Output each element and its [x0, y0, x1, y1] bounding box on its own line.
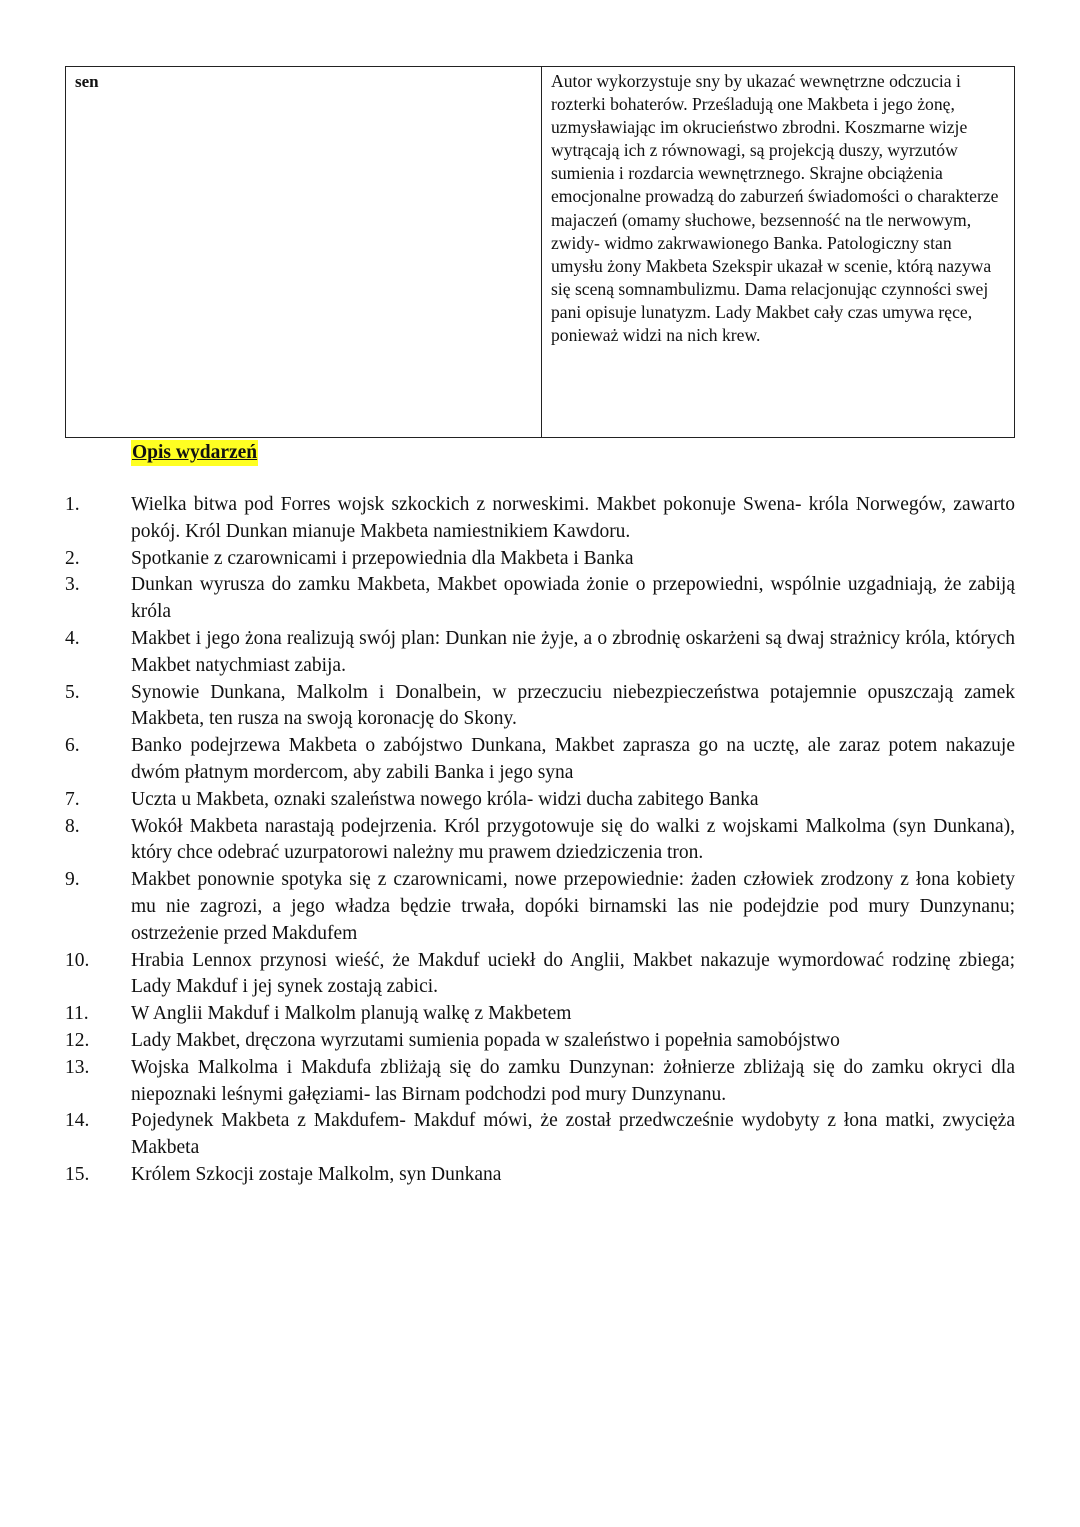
list-text: Makbet ponownie spotyka się z czarownicami, nowe przepowiednie: żaden człowiek zrodzony z łona kobiety mu nie zagrozi, a jego władza będzie trwała, dopóki birnamski las nie podejdzie pod mury Dunzynanu; ostrzeżenie przed Makdufem — [131, 869, 1015, 944]
list-item — [65, 948, 1015, 1002]
list-item — [65, 787, 1015, 814]
list-number: 9. — [65, 869, 80, 891]
list-text: Królem Szkocji zostaje Malkolm, syn Dunkana — [131, 1163, 502, 1185]
list-item — [65, 680, 1015, 734]
list-item — [65, 1162, 1015, 1189]
list-text: Wokół Makbeta narastają podejrzenia. Król przygotowuje się do walki z wojskami Malkolma (syn Dunkana), który chce odebrać uzurpatorowi należny mu prawem dziedziczenia tron. — [131, 815, 1015, 864]
list-text: Wojska Malkolma i Makdufa zbliżają się do zamku Dunzynan: żołnierze zbliżają się do zamku okryci dla niepoznaki leśnymi gałęziami- las Birnam podchodzi pod mury Dunzynanu. — [131, 1056, 1015, 1105]
list-number: 7. — [65, 788, 80, 810]
section-heading: Opis wydarzeń — [131, 440, 258, 466]
list-item — [65, 1055, 1015, 1109]
motif-table — [65, 66, 1015, 438]
list-text: Pojedynek Makbeta z Makdufem- Makduf mówi, że został przedwcześnie wydobyty z łona matki, zwycięża Makbeta — [131, 1110, 1015, 1159]
list-item — [65, 546, 1015, 573]
events-list — [65, 492, 1015, 1189]
list-number: 1. — [65, 494, 80, 515]
list-text: Synowie Dunkana, Malkolm i Donalbein, w przeczuciu niebezpieczeństwa potajemnie opuszczają zamek Makbeta, ten rusza na swoją koronację do Skony. — [131, 681, 1015, 730]
list-number: 5. — [65, 681, 80, 703]
list-text: Wielka bitwa pod Forres wojsk szkockich z norweskimi. Makbet pokonuje Swena- króla Norwegów, zawarto pokój. Król Dunkan mianuje Makbeta namiestnikiem Kawdoru. — [131, 494, 1015, 542]
description-cell: Autor wykorzystuje sny by ukazać wewnętrzne odczucia i rozterki bohaterów. Prześladują one Makbeta i jego żonę, uzmysławiając im okrucieństwo zbrodni. Koszmarne wizje wytrącają ich z równowagi, są projekcją duszy, wyrzutów sumienia i rozdarcia wewnętrznego. Skrajne obciążenia emocjonalne prowadzą do zaburzeń świadomości o charakterze majaczeń (omamy słuchowe, bezsenność na tle nerwowym, zwidy- widmo zakrwawionego Banka. Patologiczny stan umysłu żony Makbeta Szekspir ukazał w scenie, którą nazywa się sceną somnambulizmu. Dama relacjonując czynności swej pani opisuje lunatyzm. Lady Makbet cały czas umywa ręce, ponieważ widzi na nich krew. — [542, 67, 1015, 438]
list-text: Makbet i jego żona realizują swój plan: Dunkan nie żyje, a o zbrodnię oskarżeni są dwaj strażnicy króla, których Makbet natychmiast zabija. — [131, 627, 1015, 676]
term-cell: sen — [66, 67, 542, 438]
list-text: W Anglii Makduf i Malkolm planują walkę z Makbetem — [131, 1003, 572, 1025]
list-number: 6. — [65, 735, 80, 757]
list-item — [65, 1028, 1015, 1055]
list-number: 12. — [65, 1029, 90, 1051]
list-text: Spotkanie z czarownicami i przepowiednia dla Makbeta i Banka — [131, 547, 634, 569]
list-number: 15. — [65, 1163, 90, 1185]
list-text: Dunkan wyrusza do zamku Makbeta, Makbet opowiada żonie o przepowiedni, wspólnie uzgadniają, że zabiją króla — [131, 574, 1015, 623]
list-number: 2. — [65, 547, 80, 569]
list-number: 11. — [65, 1003, 89, 1025]
list-item — [65, 1001, 1015, 1028]
list-item — [65, 572, 1015, 626]
list-item — [65, 814, 1015, 868]
list-item — [65, 1108, 1015, 1162]
list-number: 10. — [65, 949, 90, 971]
list-number: 13. — [65, 1056, 90, 1078]
list-number: 8. — [65, 815, 80, 837]
list-text: Banko podejrzewa Makbeta o zabójstwo Dunkana, Makbet zaprasza go na ucztę, ale zaraz potem nakazuje dwóm płatnym mordercom, aby zabili Banka i jego syna — [131, 735, 1015, 783]
list-item — [65, 492, 1015, 546]
list-item — [65, 867, 1015, 947]
list-number: 14. — [65, 1110, 90, 1132]
list-number: 3. — [65, 574, 80, 596]
list-text: Lady Makbet, dręczona wyrzutami sumienia popada w szaleństwo i popełnia samobójstwo — [131, 1029, 840, 1051]
list-number: 4. — [65, 627, 80, 649]
table-row — [66, 67, 1015, 438]
list-item — [65, 733, 1015, 787]
list-text: Uczta u Makbeta, oznaki szaleństwa nowego króla- widzi ducha zabitego Banka — [131, 788, 759, 810]
list-item — [65, 626, 1015, 680]
list-text: Hrabia Lennox przynosi wieść, że Makduf uciekł do Anglii, Makbet nakazuje wymordować rodzinę zbiega; Lady Makduf i jej synek zostają zabici. — [131, 949, 1015, 998]
